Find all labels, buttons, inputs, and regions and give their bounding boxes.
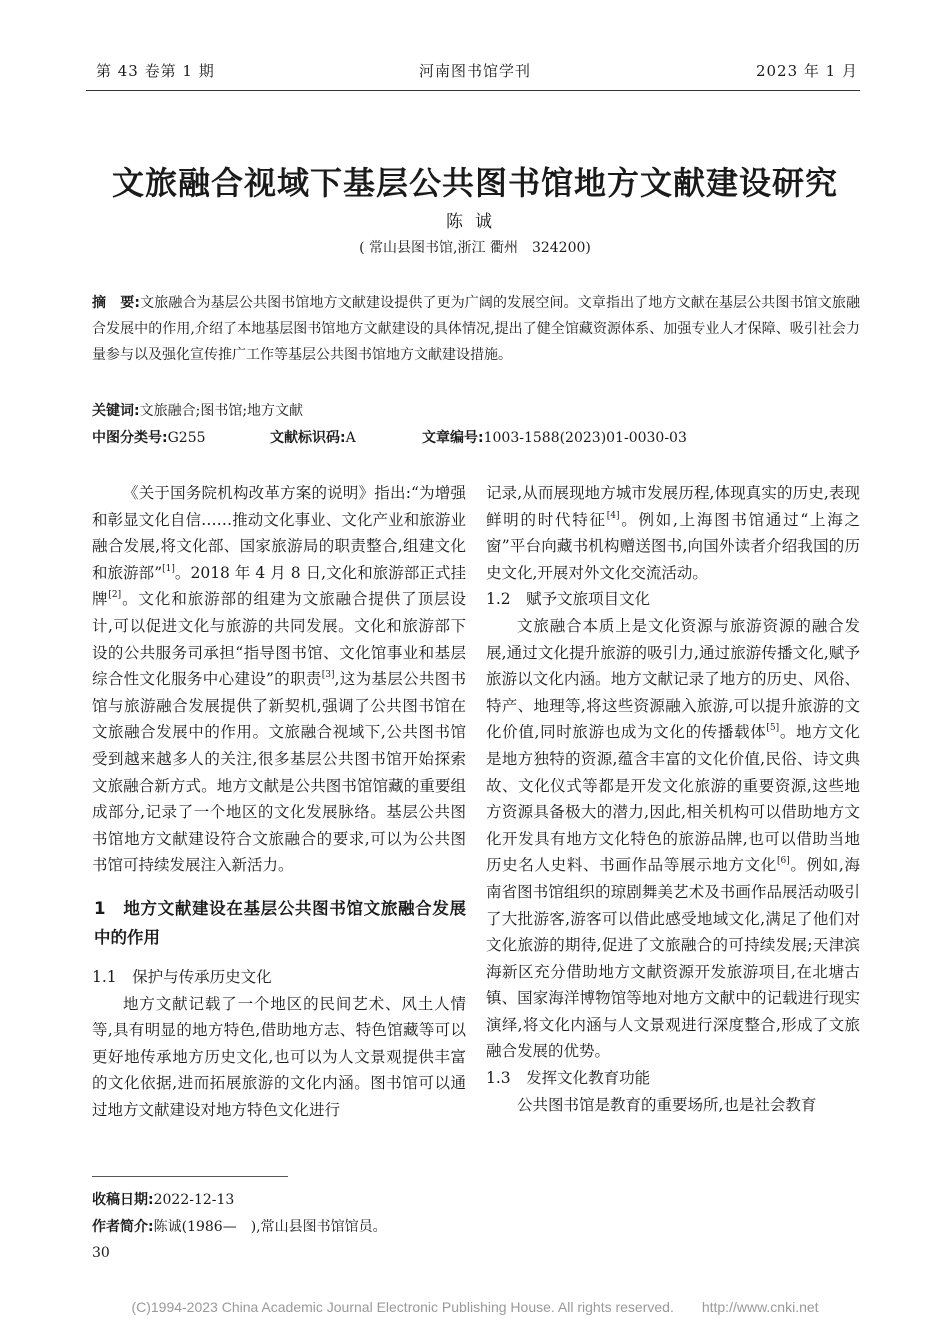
citation-ref: [1]	[162, 563, 175, 574]
citation-ref: [6]	[776, 856, 790, 867]
paragraph-1-3: 公共图书馆是教育的重要场所,也是社会教育	[517, 1095, 817, 1114]
journal-name: 河南图书馆学刊	[418, 62, 531, 80]
article-title: 文旅融合视域下基层公共图书馆地方文献建设研究	[111, 164, 838, 202]
keywords-text: 文旅融合;图书馆;地方文献	[139, 403, 304, 419]
abstract	[92, 290, 860, 368]
paragraph-1-1-continued: 记录,从而展现地方城市发展历程,体现真实的历史,表现鲜明的时代特征[4]。例如,上海图书馆通过“上海之窗”平台向藏书机构赠送图书,向国外读者介绍我国的历史文化,开展对外文化交流活动。	[486, 484, 860, 582]
paragraph-1-2: 文旅融合本质上是文化资源与旅游资源的融合发展,通过文化提升旅游的吸引力,通过旅游传播文化,赋予旅游以文化内涵。地方文献记录了地方的历史、风俗、特产、地理等,将这些资源融入旅游,可以提升旅游的文化价值,同时旅游也成为文化的传播载体[5]。地方文化是地方独特的资源,蕴含丰富的文化价值,民俗、诗文典故、文化仪式等都是开发文化旅游的重要资源,这些地方资源具备极大的潜力,因此,相关机构可以借助地方文化开发具有地方文化特色的旅游品牌,也可以借助当地历史名人史料、书画作品等展示地方文化[6]。例如,海南省图书馆组织的琼剧舞美艺术及书画作品展活动吸引了大批游客,游客可以借此感受地域文化,满足了他们对文化旅游的期待,促进了文旅融合的可持续发展;天津滨海新区充分借助地方文献资源开发旅游项目,在北塘古镇、国家海洋博物馆等地对地方文献中的记载进行现实演绎,将文化内涵与人文景观进行深度整合,形成了文旅融合发展的优势。	[486, 616, 860, 1061]
left-column	[92, 480, 466, 1123]
subsection-heading-1-1: 1.1 保护与传承历史文化	[92, 967, 272, 986]
section-heading-1: 1 地方文献建设在基层公共图书馆文旅融合发展中的作用	[94, 898, 466, 947]
subsection-heading-1-2: 1.2 赋予文旅项目文化	[486, 590, 651, 609]
keywords-label: 关键词:	[92, 403, 140, 419]
abstract-text: 文旅融合为基层公共图书馆地方文献建设提供了更为广阔的发展空间。文章指出了地方文献在基层公共图书馆文旅融合发展中的作用,介绍了本地基层图书馆地方文献建设的具体情况,提出了健全馆藏资源体系、加强专业人才保障、吸引社会力量参与以及强化宣传推广工作等基层公共图书馆地方文献建设措施。	[92, 295, 861, 363]
received-date: 收稿日期:2022-12-13	[92, 1192, 235, 1208]
copyright-watermark: (C)1994-2023 China Academic Journal Electronic Publishing House. All rights reserved. http://www.cnki.net	[131, 1299, 819, 1315]
issue-date: 2023 年 1 月	[755, 62, 858, 80]
header-rule	[86, 90, 860, 91]
subsection-heading-1-3: 1.3 发挥文化教育功能	[486, 1069, 651, 1088]
journal-volume: 第 43 卷第 1 期	[96, 62, 215, 80]
article-number: 文章编号:1003-1588(2023)01-0030-03	[422, 430, 687, 446]
citation-ref: [2]	[108, 590, 122, 601]
page-number: 30	[92, 1245, 110, 1261]
author-bio: 作者简介:陈诚(1986— ),常山县图书馆馆员。	[92, 1219, 387, 1235]
citation-ref: [4]	[606, 510, 620, 521]
intro-paragraph: 《关于国务院机构改革方案的说明》指出:“为增强和彰显文化自信……推动文化事业、文化产业和旅游业融合发展,将文化部、国家旅游局的职责整合,组建文化和旅游部”[1]。2018 年 4 月 8 日,文化和旅游部正式挂牌[2]。文化和旅游部的组建为文旅融合提供了顶层设计,可以促进文化与旅游的共同发展。文化和旅游部下设的公共服务司承担“指导图书馆、文化馆事业和基层综合性文化服务中心建设”的职责[3],这为基层公共图书馆与旅游融合发展提供了新契机,强调了公共图书馆在文旅融合发展中的作用。文旅融合视域下,公共图书馆受到越来越多人的关注,很多基层公共图书馆开始探索文旅融合新方式。地方文献是公共图书馆馆藏的重要组成部分,记录了一个地区的文化发展脉络。基层公共图书馆地方文献建设符合文旅融合的要求,可以为公共图书馆可持续发展注入新活力。	[92, 484, 466, 875]
citation-ref: [3]	[321, 670, 335, 681]
right-column	[486, 480, 860, 1118]
abstract-label: 摘 要:	[92, 295, 140, 311]
citation-ref: [5]	[766, 723, 780, 734]
paragraph-1-1: 地方文献记载了一个地区的民间艺术、风土人情等,具有明显的地方特色,借助地方志、特色馆藏等可以更好地传承地方历史文化,也可以为人文景观提供丰富的文化依据,进而拓展旅游的文化内涵。图书馆可以通过地方文献建设对地方特色文化进行	[92, 994, 466, 1119]
clc-number: 中图分类号:G255	[92, 430, 206, 446]
keywords	[92, 401, 860, 421]
article-author: 陈诚	[446, 212, 504, 232]
document-code: 文献标识码:A	[270, 430, 356, 446]
footnote-rule	[92, 1176, 288, 1177]
author-affiliation: ( 常山县图书馆,浙江 衢州 324200)	[359, 240, 591, 256]
